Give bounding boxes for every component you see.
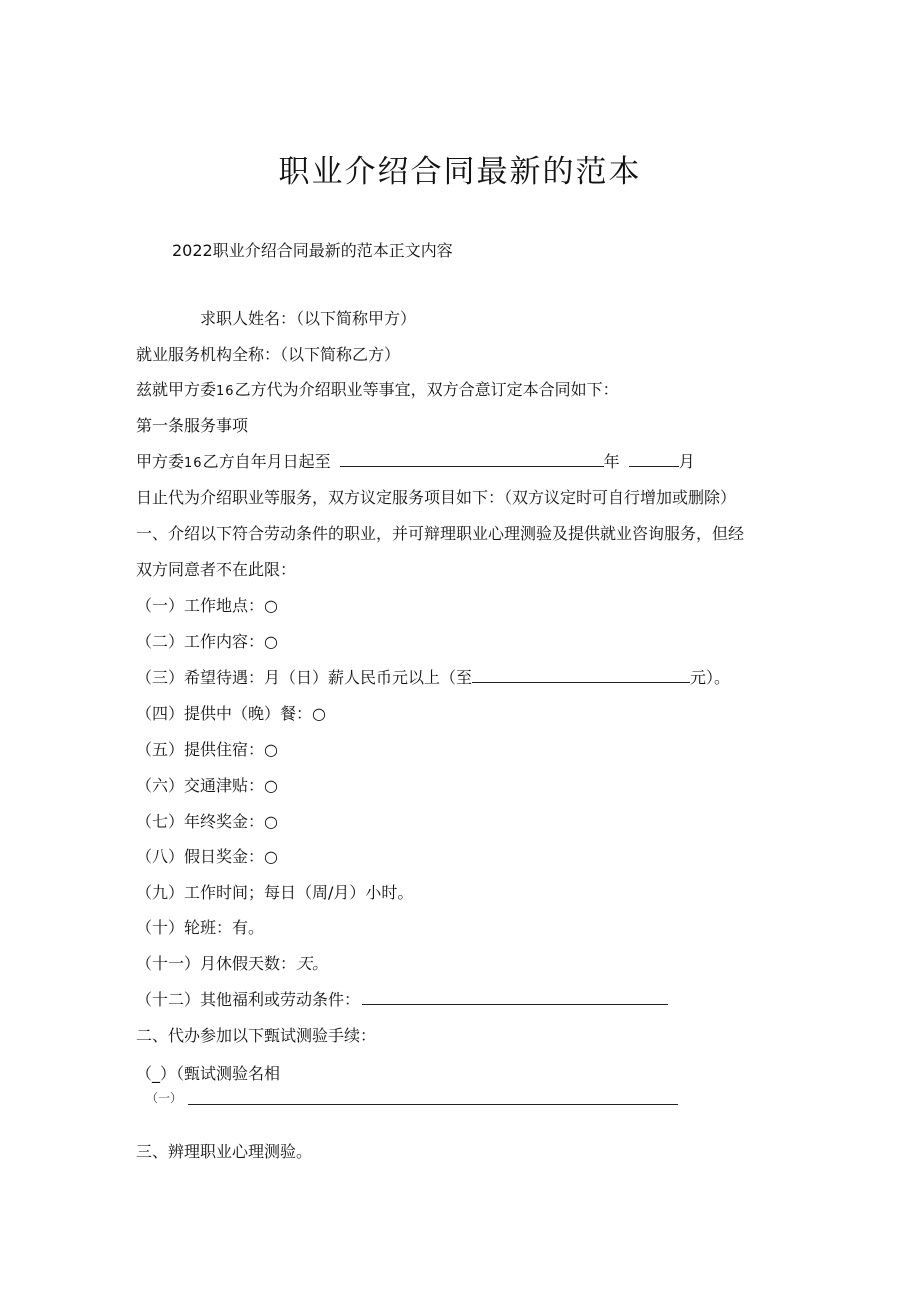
sub-item-3-text-b: 元）。 — [690, 668, 731, 687]
sub-item-4: （四）提供中（晚）餐：○ — [136, 704, 326, 723]
sub-item-3-text-a: （三）希望待遇：月（日）薪人民币元以上（至 — [136, 668, 473, 687]
commission-number: 16 — [184, 456, 203, 471]
commission-text-a: 甲方委 — [136, 452, 185, 471]
test-name-blank[interactable] — [188, 1104, 678, 1105]
other-benefits-blank[interactable] — [362, 990, 668, 1005]
service-scope-line: 日止代为介绍职业等服务，双方议定服务项目如下：（双方议定时可自行增加或删除） — [136, 488, 737, 507]
sub-item-8: （八）假日奖金：○ — [136, 847, 278, 866]
sub-item-11-text-a: （十一）月休假天数： — [136, 954, 297, 973]
salary-upper-blank[interactable] — [472, 668, 690, 683]
sub-item-9: （九）工作时间；每日（周/月）小时。 — [136, 883, 414, 902]
article-one-heading: 第一条服务事项 — [136, 416, 249, 435]
item-three-line: 三、辨理职业心理测验。 — [136, 1142, 313, 1161]
item-one-line-b: 双方同意者不在此限： — [136, 560, 297, 579]
document-subtitle: 2022职业介绍合同最新的范本正文内容 — [172, 241, 453, 260]
seeker-name-line: 求职人姓名：（以下简称甲方） — [200, 309, 417, 328]
sub-item-3 — [136, 668, 730, 688]
sub-item-1: （一）工作地点：○ — [136, 596, 278, 615]
intro-text-a: 兹就甲方委 — [136, 380, 217, 399]
item-one-line-a: 一、介绍以下符合劳动条件的职业，并可辩理职业心理测验及提供就业咨询服务，但经 — [136, 524, 745, 543]
month-blank[interactable] — [629, 452, 679, 467]
document-title: 职业介绍合同最新的范本 — [278, 154, 642, 190]
intro-text-b: 乙方代为介绍职业等事宜，双方合意订定本合同如下： — [234, 380, 619, 399]
commission-text-b: 乙方自年月日起至 — [202, 452, 331, 471]
sub-item-2: （二）工作内容：○ — [136, 632, 278, 651]
sub-item-11 — [136, 954, 328, 974]
sub-item-10: （十）轮班：有。 — [136, 918, 265, 937]
sub-item-12-text: （十二）其他福利或劳动条件： — [136, 990, 361, 1009]
sub-item-7: （七）年终奖金：○ — [136, 812, 278, 831]
commission-line — [136, 452, 695, 474]
agency-name-line: 就业服务机构全称：（以下简称乙方） — [136, 345, 401, 364]
test-name-line: （_）（甄试测验名相 — [136, 1064, 281, 1083]
intro-number: 16 — [216, 384, 235, 399]
commission-year: 年 — [603, 452, 620, 471]
end-date-blank[interactable] — [340, 452, 604, 467]
commission-month: 月 — [678, 452, 695, 471]
sub-item-5: （五）提供住宿：○ — [136, 740, 278, 759]
item-two-line: 二、代办参加以下甄试测验手续： — [136, 1026, 377, 1045]
sub-item-12 — [136, 990, 668, 1010]
test-sub-label: （一） — [146, 1091, 183, 1105]
sub-item-6: （六）交通津贴：○ — [136, 776, 278, 795]
sub-item-11-text-b: 天。 — [296, 954, 329, 973]
intro-line — [136, 380, 619, 402]
